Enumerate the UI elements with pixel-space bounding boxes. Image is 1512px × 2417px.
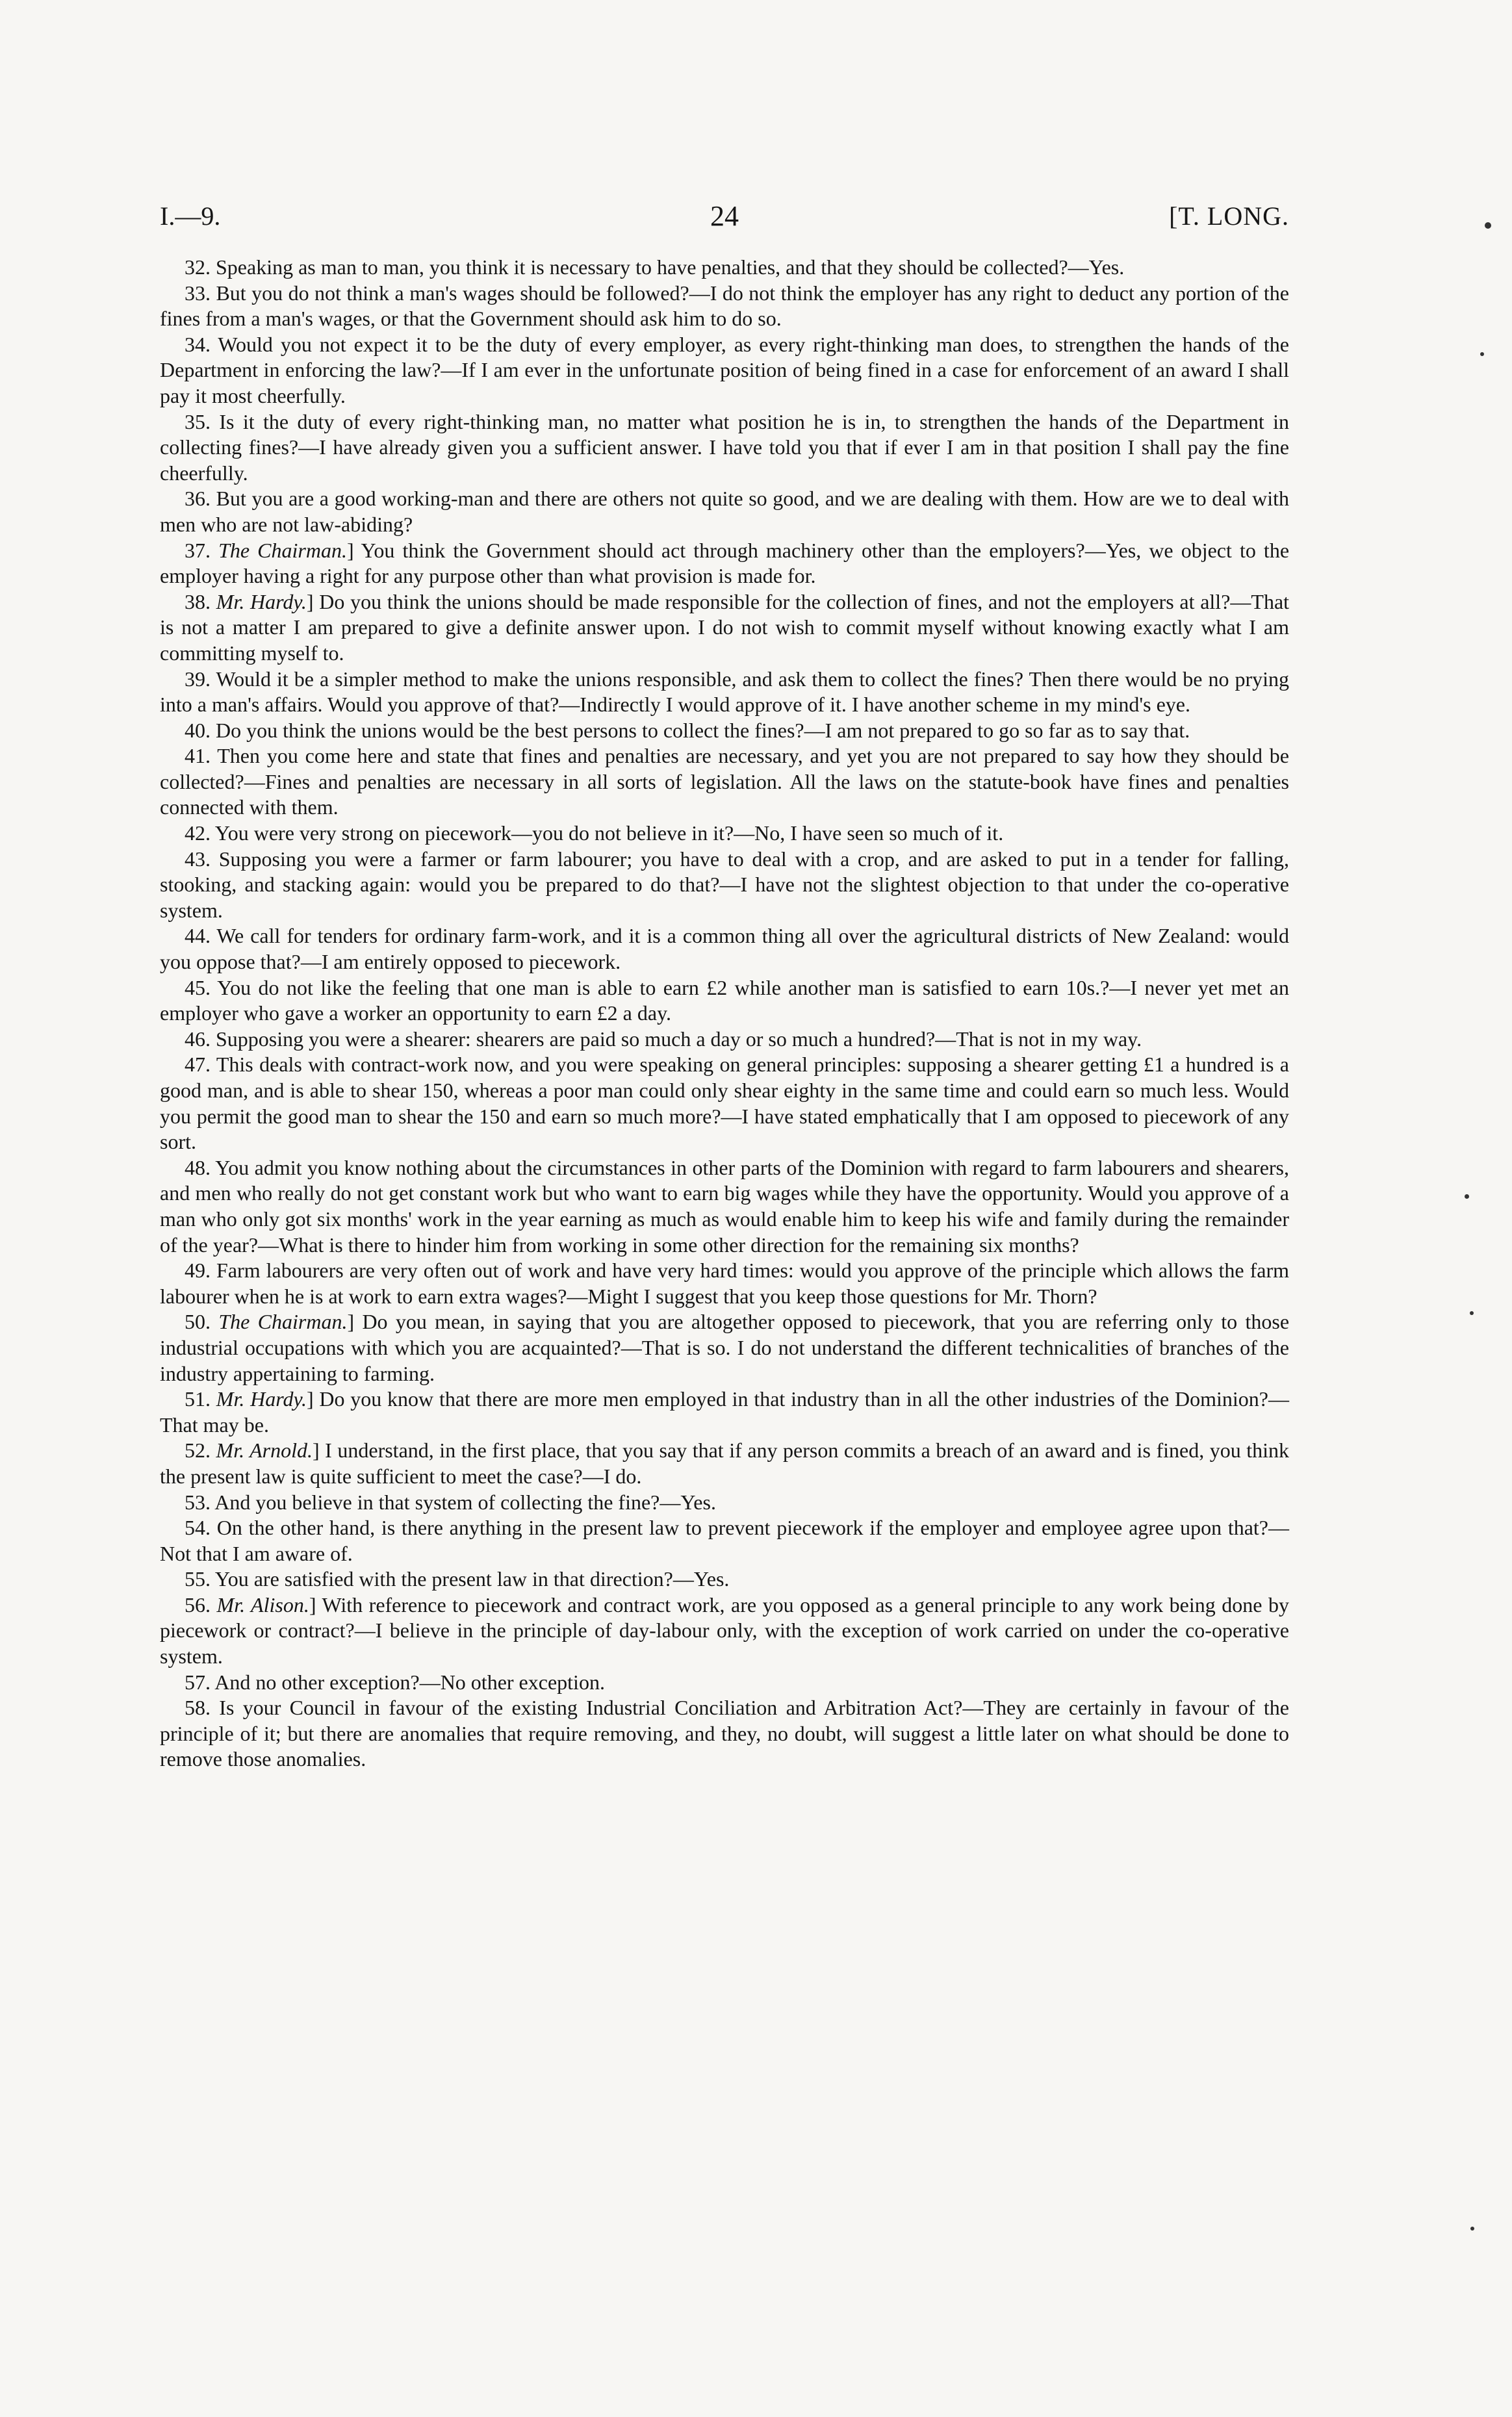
question-paragraph (160, 923, 1289, 975)
margin-dot (1470, 2227, 1474, 2231)
question-number: 53. (185, 1490, 211, 1514)
question-number: 37. (185, 538, 211, 562)
question-number: 39. (185, 667, 211, 691)
question-text: Is your Council in favour of the existing Industrial Conciliation and Arbitration Act?—They are certainly in favour of the principle of it; but there are anomalies that require removing, and they, no doubt, will suggest a little later on what should be done to remove those anomalies. (160, 1696, 1290, 1771)
question-number: 52. (185, 1439, 211, 1463)
question-paragraph: 37. The Chairman.] You think the Government should act through machinery other than the employers?—Yes, we object to the employer having a right for any purpose other than what provision is made for. (160, 538, 1290, 588)
witness-name: [T. LONG. (1169, 201, 1289, 231)
speaker-name: Mr. Arnold. (216, 1439, 313, 1463)
question-paragraph: 56. Mr. Alison.] With reference to piecework and contract work, are you opposed as a general principle to any work being done by piecework or contract?—I believe in the principle of day-labour only, with the exception of work carried on under the co-operative system. (160, 1592, 1290, 1669)
question-text: Do you know that there are more men employed in that industry than in all the other industries of the Dominion?—That may be. (160, 1387, 1289, 1437)
question-paragraph (160, 743, 1289, 821)
question-text: Do you think the unions should be made responsible for the collection of fines, and not the employers at all?—That is not a matter I am prepared to give a definite answer upon. I do not wish to commit myself without knowing exactly what I am committing myself to. (160, 589, 1290, 665)
question-number: 32. (185, 255, 211, 279)
margin-dot (1465, 1194, 1469, 1199)
question-paragraph (160, 1052, 1289, 1155)
question-text: Supposing you were a farmer or farm labourer; you have to deal with a crop, and are asked to put in a tender for falling, stooking, and stacking again: would you be prepared to do that?—I have not the slightest objection to that under the co-operative system. (160, 847, 1290, 922)
speaker-name: The Chairman. (218, 1310, 348, 1334)
question-text: You think the Government should act through machinery other than the employers?—Yes, we object to the employer having a right for any purpose other than what provision is made for. (160, 538, 1290, 588)
question-number: 42. (185, 821, 211, 845)
page-header (160, 192, 1289, 240)
question-number: 56. (185, 1592, 211, 1617)
question-paragraph (160, 409, 1289, 487)
paper-reference: I.—9. (160, 201, 221, 231)
question-paragraph (160, 667, 1289, 718)
question-paragraph (160, 1258, 1289, 1309)
question-number: 45. (185, 975, 211, 999)
question-number: 46. (185, 1027, 211, 1051)
question-text: Would it be a simpler method to make the unions responsible, and ask them to collect the fines? Then there would be no prying into a man's affairs. Would you approve of that?—Indirectly I would approve of it. I have another scheme in my mind's eye. (160, 667, 1290, 717)
question-paragraph: 38. Mr. Hardy.] Do you think the unions should be made responsible for the collection of fines, and not the employers at all?—That is not a matter I am prepared to give a definite answer upon. I do not wish to commit myself without knowing exactly what I am committing myself to. (160, 589, 1290, 665)
question-paragraph (160, 1670, 1289, 1696)
question-number: 50. (185, 1310, 211, 1334)
question-number: 40. (185, 718, 211, 742)
question-paragraph (160, 332, 1289, 409)
margin-dot (1470, 1311, 1474, 1315)
question-text: Then you come here and state that fines and penalties are necessary, and yet you are not prepared to say how they should be collected?—Fines and penalties are necessary in all sorts of legislation. All the laws on the statute-book have fines and penalties connected with them. (160, 744, 1290, 819)
question-paragraph: 52. Mr. Arnold.] I understand, in the first place, that you say that if any person commits a breach of an award and is fined, you think the present law is quite sufficient to meet the case?—I do. (160, 1439, 1290, 1488)
question-number: 36. (185, 487, 211, 511)
question-number: 58. (185, 1696, 211, 1720)
question-number: 51. (185, 1387, 211, 1411)
question-paragraph: 51. Mr. Hardy.] Do you know that there are more men employed in that industry than in all the other industries of the Dominion?—That may be. (160, 1387, 1289, 1437)
question-paragraph (160, 281, 1289, 332)
speaker-name: Mr. Hardy. (216, 589, 307, 613)
question-text: Would you not expect it to be the duty of every employer, as every right-thinking man does, to strengthen the hands of the Department in enforcing the law?—If I am ever in the unfortunate position of being fined in a case for enforcement of an award I shall pay it most cheerfully. (160, 332, 1290, 407)
question-text: But you do not think a man's wages should be followed?—I do not think the employer has any right to deduct any portion of the fines from a man's wages, or that the Government should ask him to do so. (160, 281, 1290, 331)
question-text: And no other exception?—No other exception. (214, 1670, 605, 1694)
question-number: 35. (185, 409, 211, 433)
question-number: 54. (185, 1516, 211, 1540)
question-text: But you are a good working-man and there are others not quite so good, and we are dealing with them. How are we to deal with men who are not law-abiding? (160, 487, 1290, 536)
question-paragraph (160, 486, 1289, 537)
speaker-name: Mr. Alison. (216, 1592, 309, 1617)
question-paragraph (160, 975, 1289, 1027)
question-text: You were very strong on piecework—you do not believe in it?—No, I have seen so much of it. (214, 821, 1004, 845)
question-paragraph (160, 1027, 1289, 1053)
question-text: You are satisfied with the present law in that direction?—Yes. (214, 1567, 730, 1591)
question-number: 48. (185, 1155, 211, 1179)
question-paragraph (160, 1695, 1289, 1772)
question-number: 49. (185, 1259, 211, 1283)
question-text: You admit you know nothing about the circumstances in other parts of the Dominion with regard to farm labourers and shearers, and men who really do not get constant work but who want to earn big wages while they have the opportunity. Would you approve of a man who only got six months' work in the year earning as much as would enable him to keep his wife and family during the remainder of the year?—What is there to hinder him from working in some other direction for the remaining six months? (160, 1155, 1290, 1257)
question-text: Speaking as man to man, you think it is necessary to have penalties, and that they should be collected?—Yes. (216, 255, 1125, 279)
question-number: 44. (185, 924, 211, 948)
margin-dot (1480, 352, 1484, 356)
question-paragraph (160, 1490, 1289, 1516)
question-text: Do you think the unions would be the best persons to collect the fines?—I am not prepared to go so far as to say that. (216, 718, 1190, 742)
question-number: 33. (185, 281, 211, 305)
question-paragraph (160, 821, 1289, 847)
question-number: 38. (185, 589, 211, 613)
question-number: 41. (185, 744, 211, 768)
question-number: 34. (185, 332, 211, 356)
question-text: Supposing you were a shearer: shearers are paid so much a day or so much a hundred?—That is not in my way. (216, 1027, 1142, 1051)
question-text: We call for tenders for ordinary farm-work, and it is a common thing all over the agricultural districts of New Zealand: would you oppose that?—I am entirely opposed to piecework. (160, 924, 1290, 974)
question-text: This deals with contract-work now, and you were speaking on general principles: supposing a shearer getting £1 a hundred is a good man, and is able to shear 150, whereas a poor man could only shear eighty in the same time and could earn so much less. Would you permit the good man to shear the 150 and earn so much more?—I have stated emphatically that I am opposed to piecework of any sort. (160, 1053, 1290, 1154)
question-number: 47. (185, 1053, 211, 1077)
question-text: You do not like the feeling that one man is able to earn £2 while another man is satisfied to earn 10s.?—I never yet met an employer who gave a worker an opportunity to earn £2 a day. (160, 975, 1290, 1025)
question-text: With reference to piecework and contract work, are you opposed as a general principle to any work being done by piecework or contract?—I believe in the principle of day-labour only, with the exception of work carried on under the co-operative system. (160, 1592, 1290, 1669)
question-number: 57. (185, 1670, 211, 1694)
question-paragraph (160, 847, 1289, 924)
testimony-body (160, 255, 1289, 1772)
question-paragraph (160, 1155, 1289, 1258)
question-text: Do you mean, in saying that you are altogether opposed to piecework, that you are referring only to those industrial occupations with which you are acquainted?—That is so. I do not understand the different technicalities of branches of the industry appertaining to farming. (160, 1310, 1290, 1385)
question-paragraph (160, 255, 1289, 281)
speaker-name: Mr. Hardy. (216, 1387, 307, 1411)
question-text: Is it the duty of every right-thinking man, no matter what position he is in, to strengthen the hands of the Department in collecting fines?—I have already given you a sufficient answer. I have told you that if ever I am in that position I shall pay the fine cheerfully. (160, 409, 1290, 485)
speaker-name: The Chairman. (218, 538, 347, 562)
question-text: Farm labourers are very often out of work and have very hard times: would you approve of the principle which allows the farm labourer when he is at work to earn extra wages?—Might I suggest that you keep those questions for Mr. Thorn? (160, 1259, 1290, 1308)
question-number: 55. (185, 1567, 211, 1591)
question-paragraph (160, 718, 1289, 744)
question-number: 43. (185, 847, 211, 871)
question-paragraph (160, 1515, 1289, 1567)
question-text: On the other hand, is there anything in the present law to prevent piecework if the employer and employee agree upon that?—Not that I am aware of. (160, 1516, 1290, 1565)
margin-dot (1485, 222, 1491, 229)
question-paragraph (160, 1567, 1289, 1592)
question-text: And you believe in that system of collecting the fine?—Yes. (214, 1490, 716, 1514)
page-number: 24 (710, 200, 739, 232)
question-paragraph: 50. The Chairman.] Do you mean, in saying that you are altogether opposed to piecework, that you are referring only to those industrial occupations with which you are acquainted?—That is so. I do not understand the different technicalities of branches of the industry appertaining to farming. (160, 1310, 1290, 1385)
question-text: I understand, in the first place, that you say that if any person commits a breach of an award and is fined, you think the present law is quite sufficient to meet the case?—I do. (160, 1439, 1290, 1488)
